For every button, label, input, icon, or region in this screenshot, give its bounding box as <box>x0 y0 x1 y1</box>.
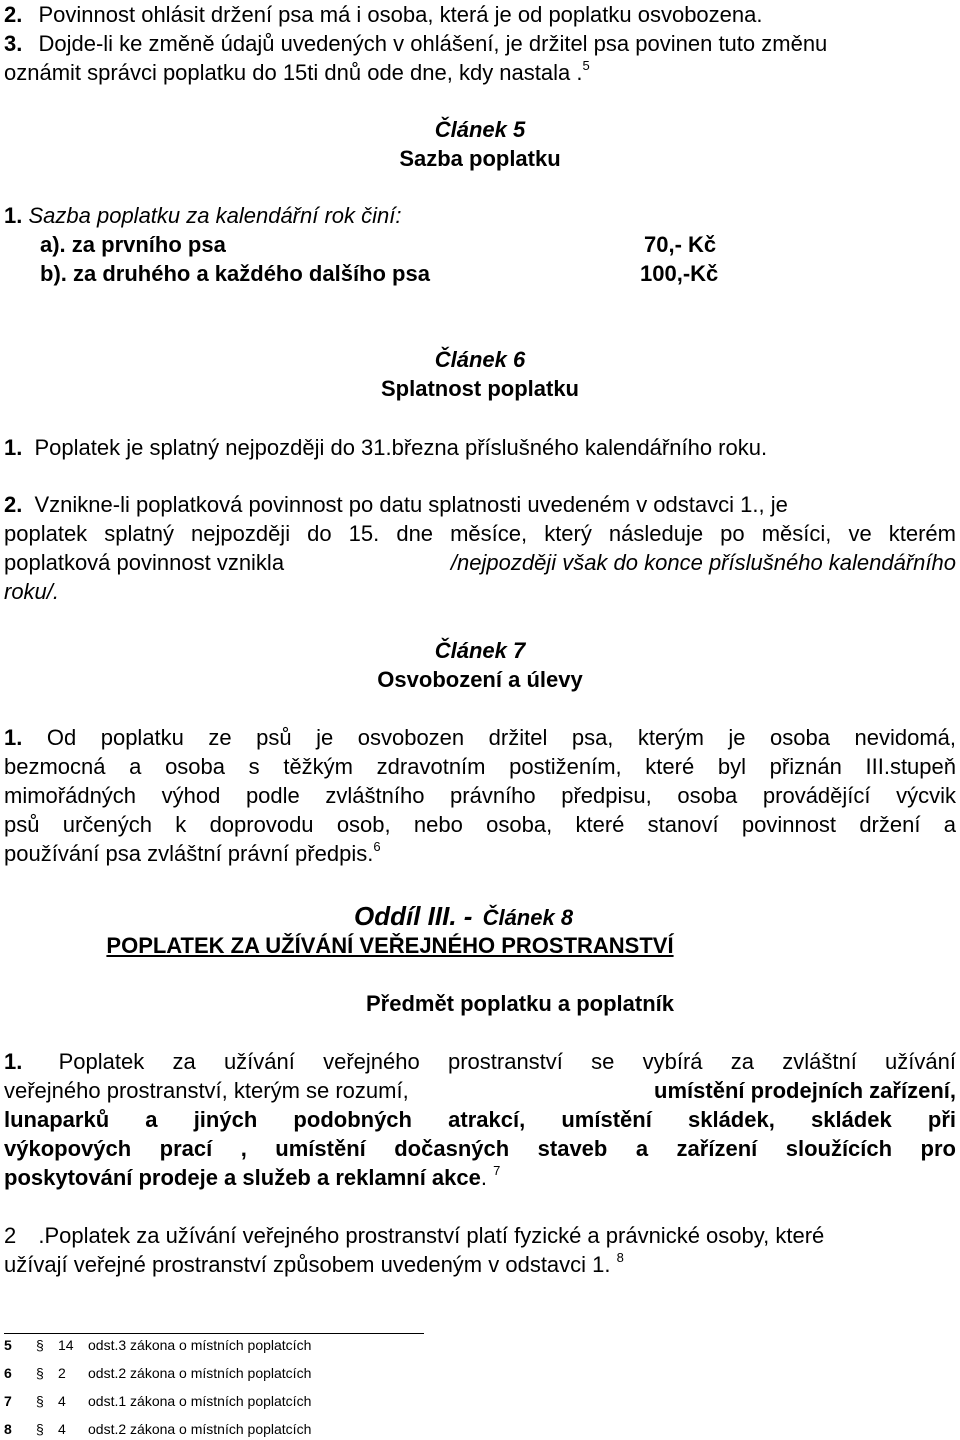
item-text-italic: /nejpozději však do konce příslušného kalendářního <box>450 550 956 575</box>
item-3 <box>4 29 827 59</box>
article-6-subheading: Splatnost poplatku <box>381 376 579 401</box>
item-text: Dojde-li ke změně údajů uvedených v ohlášení, je držitel psa povinen tuto změnu <box>38 31 828 56</box>
item-text: Sazba poplatku za kalendářní rok činí: <box>28 203 402 228</box>
item-number: 1. <box>4 1049 23 1074</box>
item-number: 2. <box>4 492 23 517</box>
item-text: oznámit správci poplatku do 15ti dnů ode dne, kdy nastala . <box>4 60 583 85</box>
exemption-line: bezmocná a osoba s těžkým zdravotním postižením, které byl přiznán III.stupeň <box>4 754 956 779</box>
footnote <box>4 1420 311 1438</box>
paragraph-sign: § <box>36 1365 44 1381</box>
article-5-subheading: Sazba poplatku <box>399 146 561 171</box>
rate-intro <box>4 201 402 231</box>
rate-label-first: a). za prvního psa <box>40 232 226 257</box>
item-text: poplatková povinnost vznikla <box>4 550 285 575</box>
paragraph-sign: § <box>36 1421 44 1437</box>
footnote <box>4 1364 311 1382</box>
payment-item-2-line: poplatek splatný nejpozději do 15. dne měsíce, který následuje po měsíci, ve kterém <box>4 521 956 546</box>
usage-fee-line <box>4 1163 500 1193</box>
section-3-title: POPLATEK ZA UŽÍVÁNÍ VEŘEJNÉHO PROSTRANSTVÍ <box>106 933 674 958</box>
item-number: 2. <box>4 2 23 27</box>
item-number: 1. <box>4 725 23 750</box>
payment-item-1 <box>4 433 767 463</box>
footnote-number: 6 <box>4 1365 12 1381</box>
item-text: .Poplatek za užívání veřejného prostranství platí fyzické a právnické osoby, které <box>38 1223 825 1248</box>
paragraph-sign: § <box>36 1337 44 1353</box>
footnote-text: odst.3 zákona o místních poplatcích <box>88 1337 312 1353</box>
section-label: Oddíl III. - <box>354 901 473 931</box>
footnote-number: 5 <box>4 1337 12 1353</box>
item-text: . <box>480 1165 487 1190</box>
item-text: Od poplatku ze psů je osvobozen držitel psa, kterým je osoba nevidomá, <box>46 725 956 750</box>
exemption-line <box>4 839 381 869</box>
usage-fee-item-2 <box>4 1221 824 1251</box>
item-2 <box>4 0 763 30</box>
paragraph-number: 2 <box>58 1365 66 1381</box>
article-5-heading: Článek 5 <box>434 117 526 142</box>
payment-item-2-line: roku/. <box>4 579 60 604</box>
footnote-ref: 5 <box>582 58 590 73</box>
payment-item-2 <box>4 490 788 520</box>
exemption-line: psů určených k doprovodu osob, nebo osoba, které stanoví povinnost držení a <box>4 812 956 837</box>
usage-fee-line: lunaparků a jiných podobných atrakcí, umístění skládek, skládek při <box>4 1107 956 1132</box>
paragraph-number: 4 <box>58 1421 66 1437</box>
item-text: Poplatek za užívání veřejného prostranství se vybírá za zvláštní užívání <box>58 1049 956 1074</box>
item-text-bold: umístění prodejních zařízení, <box>654 1078 956 1103</box>
item-text-bold: poskytování prodeje a služeb a reklamní akce <box>4 1165 481 1190</box>
paragraph-number: 4 <box>58 1393 66 1409</box>
article-7-heading: Článek 7 <box>434 638 526 663</box>
footnote-ref: 7 <box>493 1163 501 1178</box>
usage-fee-line <box>4 1250 624 1280</box>
footnote <box>4 1392 311 1410</box>
footnote-number: 8 <box>4 1421 12 1437</box>
paragraph-number: 14 <box>58 1337 74 1353</box>
footnote <box>4 1336 311 1354</box>
section-3-subtitle: Předmět poplatku a poplatník <box>365 991 675 1016</box>
payment-item-2-line <box>4 548 956 578</box>
usage-fee-line: výkopových prací , umístění dočasných staveb a zařízení sloužících pro <box>4 1136 956 1161</box>
item-text: Vznikne-li poplatková povinnost po datu splatnosti uvedeném v odstavci 1., je <box>34 492 788 517</box>
footnote-ref: 6 <box>373 839 381 854</box>
footnote-separator <box>4 1333 424 1334</box>
exemption-item-1 <box>4 723 956 753</box>
item-number: 1. <box>4 435 23 460</box>
section-3-heading <box>354 899 573 935</box>
article-8-heading: Článek 8 <box>482 905 574 930</box>
item-3-continuation <box>4 58 590 88</box>
footnote-text: odst.1 zákona o místních poplatcích <box>88 1393 312 1409</box>
item-text: Poplatek je splatný nejpozději do 31.března příslušného kalendářního roku. <box>34 435 768 460</box>
usage-fee-item-1 <box>4 1047 956 1077</box>
article-6-heading: Článek 6 <box>434 347 526 372</box>
rate-label-second: b). za druhého a každého dalšího psa <box>40 261 430 286</box>
footnote-number: 7 <box>4 1393 12 1409</box>
item-text: veřejného prostranství, kterým se rozumí, <box>4 1078 409 1103</box>
article-7-subheading: Osvobození a úlevy <box>377 667 583 692</box>
item-number: 3. <box>4 31 23 56</box>
usage-fee-line <box>4 1076 956 1106</box>
rate-amount-first: 70,- Kč <box>644 232 717 257</box>
item-number: 2 <box>4 1223 17 1248</box>
item-number: 1. <box>4 203 23 228</box>
item-text: Povinnost ohlásit držení psa má i osoba, která je od poplatku osvobozena. <box>38 2 763 27</box>
paragraph-sign: § <box>36 1393 44 1409</box>
rate-amount-second: 100,-Kč <box>640 261 719 286</box>
exemption-line: mimořádných výhod podle zvláštního právního předpisu, osoba provádějící výcvik <box>4 783 956 808</box>
footnote-text: odst.2 zákona o místních poplatcích <box>88 1421 312 1437</box>
item-text: používání psa zvláštní právní předpis. <box>4 841 374 866</box>
footnote-text: odst.2 zákona o místních poplatcích <box>88 1365 312 1381</box>
item-text: užívají veřejné prostranství způsobem uvedeným v odstavci 1. <box>4 1252 611 1277</box>
footnote-ref: 8 <box>616 1250 624 1265</box>
